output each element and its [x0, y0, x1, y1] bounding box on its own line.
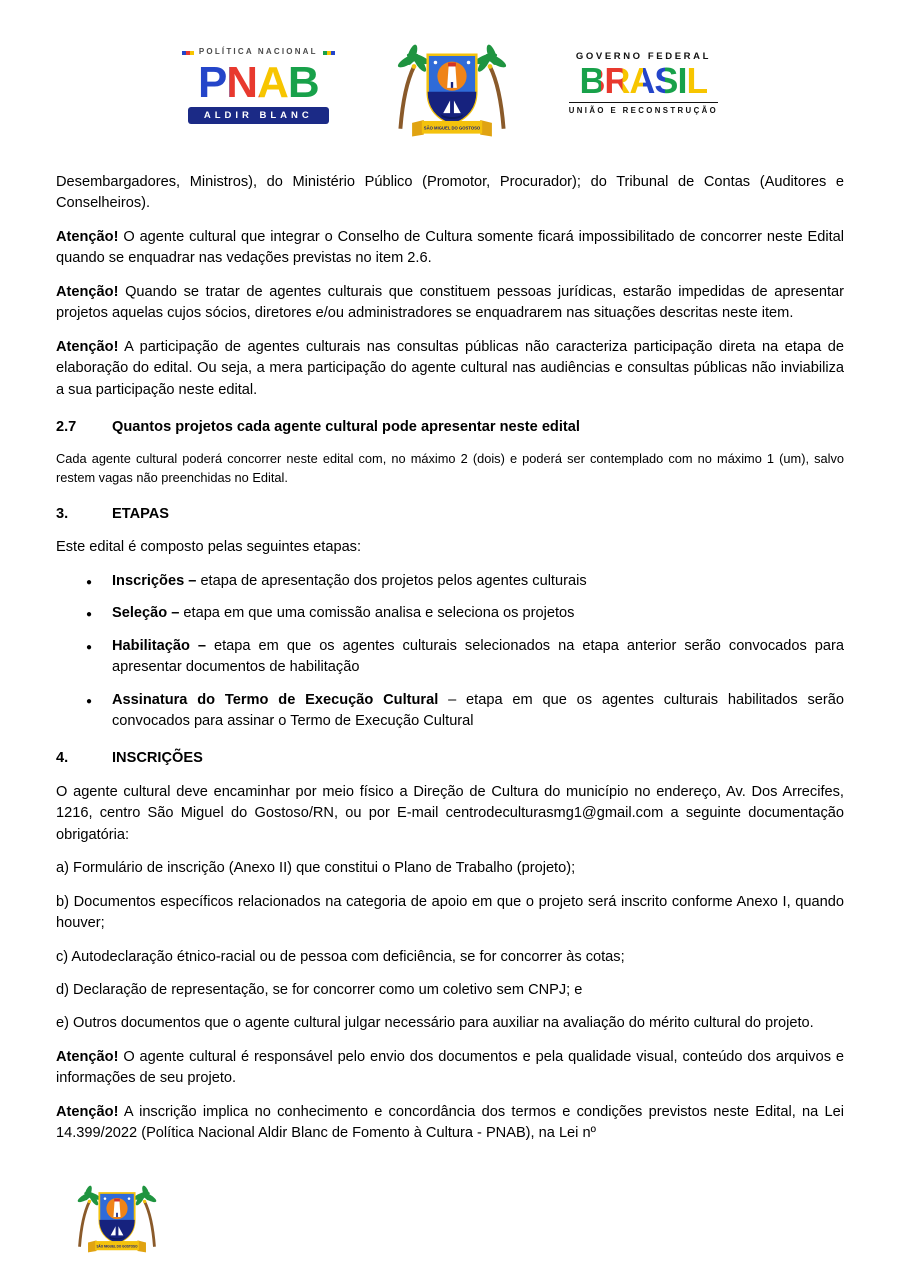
document-body	[0, 142, 900, 1145]
sao-miguel-crest-logo	[379, 27, 525, 139]
attention-paragraph-3: Atenção! A participação de agentes culturais nas consultas públicas não caracteriza participação direta na etapa de elaboração do edital. Ou seja, a mera participação do agente cultural nas audiências e consultas públicas não inviabiliza a sua participação neste edital.	[56, 338, 844, 398]
document-item-b: b) Documentos específicos relacionados na categoria de apoio em que o projeto será inscrito conforme Anexo I, quando houver;	[56, 893, 844, 932]
attention-paragraph-2: Atenção! Quando se tratar de agentes culturais que constituem pessoas jurídicas, estarão impedidas de apresentar projetos aquelas cujos sócios, diretores e/ou administradores se enquadrarem nas situações descritas neste item.	[56, 283, 844, 322]
bullet-icon: ●	[86, 609, 93, 621]
crest-ribbon-text: SÃO MIGUEL DO GOSTOSO	[96, 1244, 144, 1249]
bullet-icon: ●	[86, 576, 93, 588]
heading-title: ETAPAS	[112, 505, 170, 522]
pnab-logo	[182, 42, 335, 124]
crest-icon	[64, 1173, 170, 1254]
heading-number: 2.7	[56, 418, 77, 435]
intro-paragraph: Desembargadores, Ministros), do Ministério Público (Promotor, Procurador); do Tribunal de Contas (Auditores e Conselheiros).	[56, 174, 844, 212]
attention-paragraph-4: Atenção! O agente cultural é responsável pelo envio dos documentos e pela qualidade visual, conteúdo dos arquivos e informações de seu projeto.	[56, 1048, 844, 1087]
document-item-a: a) Formulário de inscrição (Anexo II) que constitui o Plano de Trabalho (projeto);	[56, 860, 576, 877]
attention-label: Atenção!	[56, 228, 119, 245]
aldir-blanc-banner: ALDIR BLANC	[188, 107, 329, 124]
document-item-e: e) Outros documentos que o agente cultural julgar necessário para auxiliar na avaliação do mérito cultural do projeto.	[56, 1015, 814, 1032]
pnab-wordmark: PNAB	[197, 58, 319, 107]
section-heading-4	[56, 748, 844, 769]
uniao-reconstrucao-label: UNIÃO E RECONSTRUÇÃO	[569, 102, 718, 115]
attention-paragraph-5: Atenção! A inscrição implica no conhecimento e concordância dos termos e condições previstos neste Edital, na Lei 14.399/2022 (Política Nacional Aldir Blanc de Fomento à Cultura - PNAB), na Lei nº	[56, 1103, 844, 1142]
stages-list	[56, 571, 844, 733]
shield	[427, 55, 476, 124]
heading-number: 3.	[56, 505, 69, 522]
document-header	[0, 0, 900, 142]
pnab-top-label: POLÍTICA NACIONAL	[198, 46, 318, 56]
document-item-d: d) Declaração de representação, se for concorrer como um coletivo sem CNPJ; e	[56, 981, 583, 998]
section-2-7-paragraph: Cada agente cultural poderá concorrer neste edital com, no máximo 2 (dois) e poderá ser contemplado com no máximo 1 (um), salvo restem vagas não preenchidas no Edital.	[56, 451, 844, 486]
governo-federal-label: GOVERNO FEDERAL	[575, 50, 711, 62]
attention-label: Atenção!	[56, 1048, 119, 1065]
crest-ribbon	[412, 120, 492, 137]
attention-label: Atenção!	[56, 1103, 119, 1120]
shield	[99, 1193, 134, 1243]
attention-paragraph-1: Atenção! O agente cultural que integrar o Conselho de Cultura somente ficará impossibilitado de concorrer neste Edital quando se enquadrar nas vedações previstas no item 2.6.	[56, 228, 844, 267]
governo-federal-logo	[569, 51, 718, 116]
attention-label: Atenção!	[56, 338, 119, 355]
list-item: ● Habilitação – etapa em que os agentes culturais selecionados na etapa anterior serão convocados para apresentar documentos de habilitação	[86, 637, 845, 676]
pixel-decoration-icon	[323, 42, 335, 60]
crest-ribbon-text: SÃO MIGUEL DO GOSTOSO	[423, 126, 489, 132]
palm-tree-right	[474, 43, 508, 128]
heading-number: 4.	[56, 750, 69, 767]
list-item: ● Seleção – etapa em que uma comissão analisa e seleciona os projetos	[56, 603, 844, 624]
bullet-icon: ●	[86, 641, 93, 653]
palm-tree-left	[396, 43, 430, 128]
section-heading-2-7	[56, 417, 844, 438]
brasil-wordmark: BRASIL	[579, 59, 708, 101]
list-item: ● Assinatura do Termo de Execução Cultural – etapa em que os agentes culturais habilitados serão convocados para assinar o Termo de Execução Cultural	[86, 691, 844, 730]
attention-label: Atenção!	[56, 283, 119, 300]
pixel-decoration-icon	[182, 42, 194, 60]
section-4-intro: O agente cultural deve encaminhar por meio físico a Direção de Cultura do município no endereço, Av. Dos Arrecifes, 1216, centro São Miguel do Gostoso/RN, ou por E-mail centrodeculturasmg1@gmail.com a seguinte documentação obrigatória:	[56, 783, 844, 843]
section-heading-3	[56, 504, 844, 525]
palm-tree-right	[133, 1185, 158, 1247]
document-item-c: c) Autodeclaração étnico-racial ou de pessoa com deficiência, se for concorrer às cotas;	[56, 948, 625, 965]
section-3-intro: Este edital é composto pelas seguintes etapas:	[56, 539, 362, 556]
footer-crest-logo	[64, 1173, 170, 1259]
bullet-icon: ●	[86, 695, 93, 707]
crest-ribbon	[88, 1240, 146, 1252]
crest-icon	[379, 27, 525, 139]
palm-tree-left	[76, 1185, 101, 1247]
heading-title: INSCRIÇÕES	[112, 750, 203, 767]
heading-title: Quantos projetos cada agente cultural pode apresentar neste edital	[112, 418, 580, 435]
list-item: ● Inscrições – etapa de apresentação dos projetos pelos agentes culturais	[56, 571, 844, 592]
